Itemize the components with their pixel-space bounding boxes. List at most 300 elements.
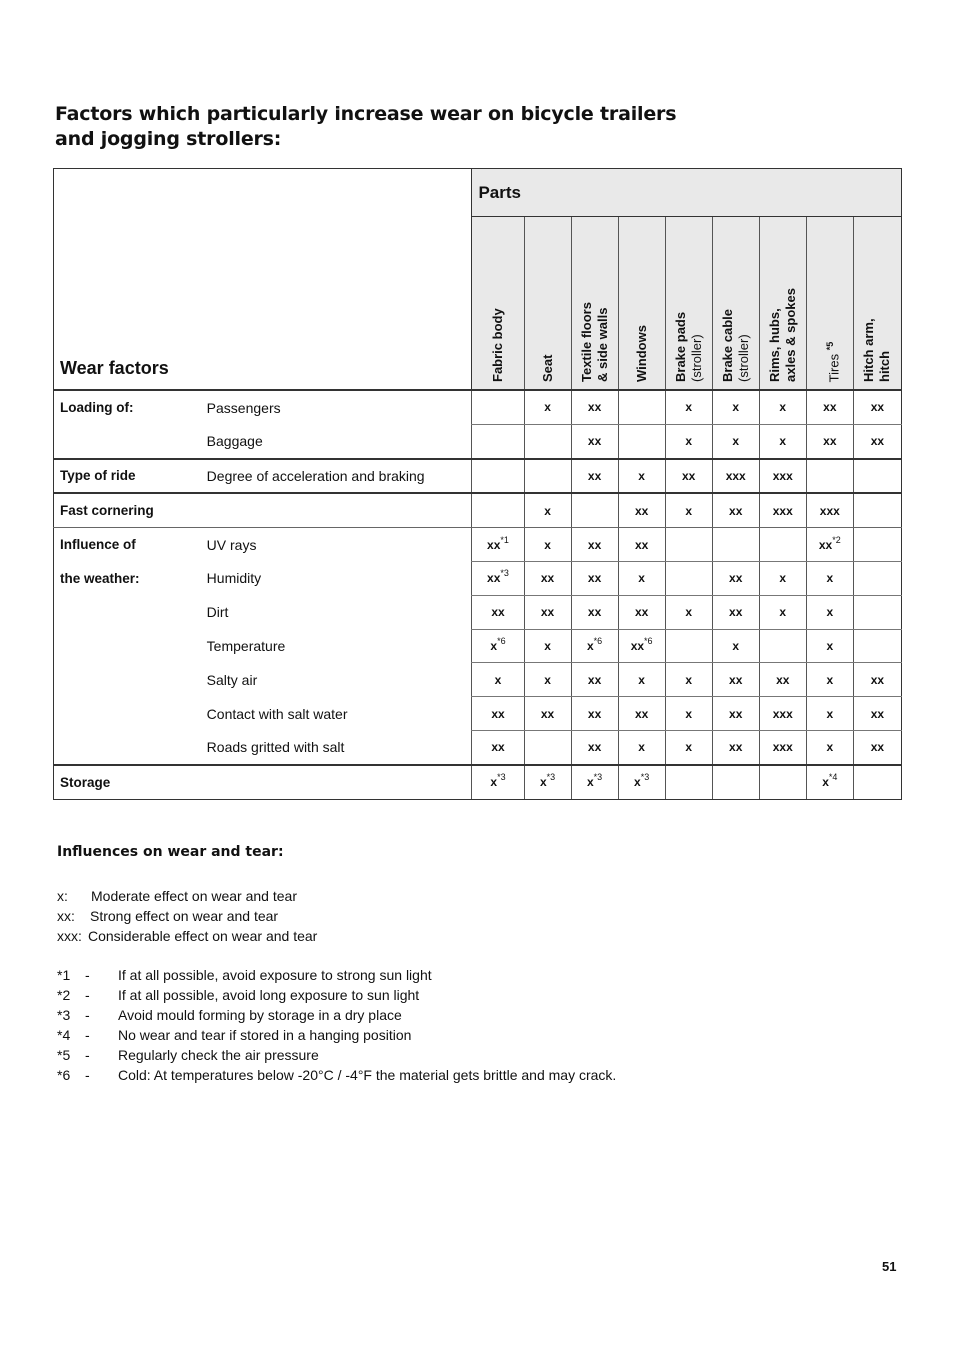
footnotes <box>57 965 616 1085</box>
legend-text: Strong effect on wear and tear <box>90 908 279 924</box>
footnote-key: *4 <box>57 1027 71 1043</box>
table-cell <box>759 765 806 799</box>
cell-value: x <box>638 672 645 687</box>
legend-item <box>57 926 317 946</box>
table-cell <box>618 629 665 663</box>
cell-value: x <box>544 503 551 518</box>
cell-value: x <box>779 605 787 620</box>
footnote-key: *6 <box>57 1067 71 1083</box>
cell-value: xx <box>540 706 555 721</box>
table-row <box>54 629 902 663</box>
cell-value: xx <box>587 672 602 687</box>
cell-value: x <box>826 740 834 755</box>
cell-footnote-ref: *6 <box>593 635 603 646</box>
table-cell <box>618 561 665 595</box>
cell-value: xx <box>729 503 743 518</box>
legend-text: Moderate effect on wear and tear <box>91 888 297 904</box>
table-cell <box>524 459 571 494</box>
cell-footnote-ref: *3 <box>500 568 509 579</box>
column-name-line-2: & side walls <box>594 307 610 382</box>
cell-value: x <box>490 775 498 790</box>
table-cell <box>618 528 665 562</box>
footnote <box>57 965 616 985</box>
cell-value: x <box>544 400 551 415</box>
table-row <box>54 390 902 424</box>
row-factor-label: Dirt <box>206 604 229 621</box>
table-cell <box>665 663 712 697</box>
row-group-label: Loading of: <box>54 390 207 424</box>
cell-footnote-ref: *3 <box>640 772 650 783</box>
table-cell <box>571 629 618 663</box>
cell-value: x <box>779 400 787 415</box>
cell-footnote-ref: *6 <box>497 635 506 646</box>
row-group-label <box>54 424 207 458</box>
cell-value: x <box>826 571 834 586</box>
table-cell <box>524 595 571 629</box>
table-cell <box>853 595 901 629</box>
cell-footnote-ref: *2 <box>832 534 841 545</box>
table-cell <box>472 765 524 799</box>
footnote-dash: - <box>85 987 90 1003</box>
table-cell <box>571 697 618 731</box>
cell-value: xx <box>587 537 602 552</box>
cell-value: xx <box>870 672 885 687</box>
table-cell <box>853 493 901 527</box>
table-cell <box>618 663 665 697</box>
table-cell <box>806 424 853 458</box>
cell-value: xxx <box>772 468 793 483</box>
cell-value: x <box>779 434 787 449</box>
table-cell <box>618 390 665 424</box>
table-cell <box>712 459 759 494</box>
table-cell <box>571 765 618 799</box>
table-cell <box>712 528 759 562</box>
cell-footnote-ref: *3 <box>593 772 603 783</box>
table-cell <box>712 424 759 458</box>
table-cell <box>853 561 901 595</box>
table-row <box>54 528 902 562</box>
table-cell <box>759 459 806 494</box>
cell-value: x <box>732 434 740 449</box>
wear-factors-table <box>53 168 902 800</box>
cell-value: xxx <box>772 503 793 518</box>
column-subtitle: (stroller) <box>688 334 704 382</box>
column-header <box>665 217 712 391</box>
column-name: Tires <box>826 353 842 382</box>
footnote-key: *5 <box>57 1047 71 1063</box>
column-header <box>472 217 524 391</box>
footnote-text: No wear and tear if stored in a hanging position <box>118 1027 412 1043</box>
row-factor-label <box>207 765 472 799</box>
cell-value: xx <box>634 537 649 552</box>
cell-value: x <box>732 638 740 653</box>
row-factor-label: Baggage <box>207 424 472 458</box>
page-number: 51 <box>882 1259 897 1274</box>
footnote-key: *2 <box>57 987 71 1003</box>
table-row <box>54 424 902 458</box>
row-group-label <box>54 663 207 697</box>
cell-value: x <box>685 740 693 755</box>
table-cell <box>712 697 759 731</box>
table-cell <box>853 528 901 562</box>
column-header <box>759 217 806 391</box>
title-line-1: Factors which particularly increase wear on bicycle trailers <box>55 103 677 125</box>
table-cell <box>618 765 665 799</box>
table-cell <box>618 424 665 458</box>
table-cell <box>618 595 665 629</box>
table-cell <box>806 730 853 764</box>
table-cell <box>618 697 665 731</box>
cell-value: x <box>822 775 829 790</box>
table-cell <box>712 595 759 629</box>
cell-footnote-ref: *3 <box>497 772 506 783</box>
table-cell <box>853 390 901 424</box>
cell-value: xx <box>729 740 743 755</box>
cell-value: xx <box>818 537 833 552</box>
table-cell <box>712 493 759 527</box>
column-footnote-ref: *5 <box>824 341 835 350</box>
cell-value: xxx <box>772 740 793 755</box>
cell-value: xx <box>587 740 602 755</box>
table-cell <box>618 493 665 527</box>
table-cell <box>712 730 759 764</box>
cell-value: xx <box>587 706 602 721</box>
footnote <box>57 1065 616 1085</box>
column-header <box>806 217 853 391</box>
row-factor-label: Salty air <box>206 671 258 688</box>
cell-value: xx <box>870 434 885 449</box>
table-cell <box>712 765 759 799</box>
cell-value: xx <box>587 605 602 620</box>
table-row <box>54 493 902 527</box>
table-cell <box>665 561 712 595</box>
row-factor-label <box>207 493 472 527</box>
row-factor-label: Contact with salt water <box>206 705 348 722</box>
table-cell <box>759 390 806 424</box>
row-factor-label: Degree of acceleration and braking <box>207 459 472 494</box>
row-group-label <box>54 697 207 731</box>
column-header <box>618 217 665 391</box>
cell-value: xx <box>630 638 645 653</box>
cell-value: x <box>638 468 645 483</box>
table-cell <box>472 424 524 458</box>
cell-value: xx <box>587 434 602 449</box>
cell-value: x <box>490 638 498 653</box>
table-cell <box>665 424 712 458</box>
cell-value: xx <box>729 706 743 721</box>
cell-value: xx <box>491 740 505 755</box>
table-cell <box>524 424 571 458</box>
cell-value: xx <box>540 571 555 586</box>
table-cell <box>712 561 759 595</box>
cell-value: xx <box>729 605 743 620</box>
table-cell <box>665 629 712 663</box>
footnote-dash: - <box>85 1067 90 1083</box>
cell-value: x <box>685 503 693 518</box>
table-cell <box>806 697 853 731</box>
table-cell <box>665 595 712 629</box>
cell-value: xx <box>634 605 649 620</box>
cell-footnote-ref: *1 <box>500 534 509 545</box>
cell-value: xx <box>491 605 505 620</box>
footnote-dash: - <box>85 967 90 983</box>
cell-value: xxx <box>725 468 746 483</box>
table-cell <box>853 459 901 494</box>
column-header <box>571 217 618 391</box>
table-cell <box>472 459 524 494</box>
row-factor-label: Humidity <box>206 570 262 587</box>
cell-value: xx <box>729 571 743 586</box>
cell-value: x <box>494 672 502 687</box>
table-cell <box>853 424 901 458</box>
footnote-text: Cold: At temperatures below -20°C / -4°F the material gets brittle and may crack. <box>118 1067 617 1083</box>
table-cell <box>759 629 806 663</box>
cell-value: xxx <box>772 706 793 721</box>
cell-value: xx <box>776 672 790 687</box>
cell-value: xx <box>729 672 743 687</box>
row-group-label: Fast cornering <box>54 493 207 527</box>
table-cell <box>524 493 571 527</box>
footnote <box>57 1025 616 1045</box>
table-cell <box>571 595 618 629</box>
footnote-dash: - <box>85 1047 90 1063</box>
table-cell <box>853 765 901 799</box>
column-name: Windows <box>633 325 649 382</box>
legend-text: Considerable effect on wear and tear <box>88 928 318 944</box>
table-cell <box>571 730 618 764</box>
cell-value: x <box>779 571 787 586</box>
cell-value: xx <box>870 400 885 415</box>
row-group-label: the weather: <box>54 561 207 595</box>
page-title <box>55 102 676 152</box>
table-cell <box>853 697 901 731</box>
cell-value: x <box>539 775 547 790</box>
table-cell <box>806 629 853 663</box>
table-cell <box>618 459 665 494</box>
cell-footnote-ref: *6 <box>644 635 653 646</box>
table-cell <box>759 528 806 562</box>
table-cell <box>853 663 901 697</box>
table-cell <box>524 528 571 562</box>
column-name-line-2: hitch <box>877 350 893 382</box>
footnote-dash: - <box>85 1027 90 1043</box>
legend-key: x: <box>57 888 68 904</box>
table-cell <box>571 528 618 562</box>
wear-factors-header: Wear factors <box>54 169 472 391</box>
table-cell <box>472 528 524 562</box>
table-cell <box>806 561 853 595</box>
table-row <box>54 663 902 697</box>
table-cell <box>571 424 618 458</box>
column-name: Rims, hubs, <box>766 308 782 382</box>
cell-value: x <box>826 605 834 620</box>
cell-value: xxx <box>819 503 840 518</box>
table-cell <box>618 730 665 764</box>
cell-value: xx <box>587 400 602 415</box>
table-cell <box>472 595 524 629</box>
row-factor-label: UV rays <box>206 536 257 553</box>
table-cell <box>853 629 901 663</box>
legend-item <box>57 886 317 906</box>
cell-footnote-ref: *4 <box>828 772 838 783</box>
legend-item <box>57 906 317 926</box>
table-cell <box>472 697 524 731</box>
cell-value: xx <box>823 400 837 415</box>
table-cell <box>712 629 759 663</box>
cell-value: xx <box>682 468 696 483</box>
column-name: Textile floors <box>578 302 594 382</box>
table-cell <box>759 697 806 731</box>
table-cell <box>759 424 806 458</box>
cell-value: x <box>544 672 551 687</box>
cell-value: xx <box>587 468 602 483</box>
table-cell <box>524 561 571 595</box>
table-cell <box>806 528 853 562</box>
table-cell <box>571 493 618 527</box>
cell-value: xx <box>587 571 602 586</box>
table-row <box>54 730 902 764</box>
parts-header: Parts <box>472 169 902 217</box>
table-cell <box>472 493 524 527</box>
table-cell <box>806 595 853 629</box>
column-name: Brake pads <box>672 311 688 382</box>
row-group-label: Influence of <box>54 528 207 562</box>
cell-value: x <box>826 706 834 721</box>
row-group-label: Type of ride <box>54 459 207 494</box>
cell-value: xx <box>634 503 649 518</box>
column-name: Fabric body <box>489 308 505 382</box>
row-factor-label: Roads gritted with salt <box>207 730 472 764</box>
column-name: Seat <box>539 354 555 382</box>
cell-value: x <box>544 537 551 552</box>
table-cell <box>806 765 853 799</box>
footnote <box>57 1005 616 1025</box>
footnote-text: Avoid mould forming by storage in a dry place <box>118 1007 402 1023</box>
table-cell <box>665 765 712 799</box>
cell-value: x <box>685 672 693 687</box>
table-cell <box>665 459 712 494</box>
row-group-label <box>54 595 207 629</box>
footnote-dash: - <box>85 1007 90 1023</box>
table-cell <box>665 730 712 764</box>
footnote-text: If at all possible, avoid long exposure to sun light <box>118 987 420 1003</box>
footnote <box>57 985 616 1005</box>
row-group-label <box>54 629 207 663</box>
table-cell <box>759 595 806 629</box>
table-cell <box>665 390 712 424</box>
table-body <box>54 390 902 799</box>
table-cell <box>524 697 571 731</box>
cell-value: x <box>685 605 693 620</box>
table-cell <box>472 561 524 595</box>
cell-value: x <box>685 706 693 721</box>
table-cell <box>571 561 618 595</box>
column-name: Brake cable <box>719 309 735 382</box>
table-row <box>54 561 902 595</box>
table-cell <box>524 730 571 764</box>
table-cell <box>759 493 806 527</box>
cell-value: x <box>685 434 693 449</box>
table-cell <box>806 390 853 424</box>
table-cell <box>571 663 618 697</box>
column-header <box>853 217 901 391</box>
column-header <box>712 217 759 391</box>
column-subtitle: (stroller) <box>735 334 751 382</box>
table-cell <box>472 390 524 424</box>
table-cell <box>665 697 712 731</box>
footnote-key: *1 <box>57 967 71 983</box>
table-cell <box>712 390 759 424</box>
table-cell <box>472 663 524 697</box>
cell-value: x <box>638 571 645 586</box>
table-cell <box>759 730 806 764</box>
column-header <box>524 217 571 391</box>
table-cell <box>665 493 712 527</box>
table-row <box>54 697 902 731</box>
cell-footnote-ref: *3 <box>546 772 556 783</box>
table-cell <box>472 629 524 663</box>
cell-value: xx <box>540 605 555 620</box>
cell-value: x <box>826 638 834 653</box>
table-cell <box>571 459 618 494</box>
row-factor-label: Passengers <box>206 399 281 416</box>
table-cell <box>806 493 853 527</box>
cell-value: xx <box>487 571 501 586</box>
table-cell <box>712 663 759 697</box>
cell-value: xx <box>823 434 837 449</box>
row-group-label: Storage <box>54 765 207 799</box>
cell-value: x <box>634 775 641 790</box>
cell-value: x <box>638 740 645 755</box>
footnote <box>57 1045 616 1065</box>
cell-value: xx <box>487 537 501 552</box>
table-row <box>54 459 902 494</box>
legend-key: xxx: <box>57 928 82 944</box>
table-cell <box>571 390 618 424</box>
cell-value: xx <box>491 706 505 721</box>
table-cell <box>759 663 806 697</box>
table-row <box>54 765 902 799</box>
table-cell <box>524 390 571 424</box>
cell-value: x <box>826 672 834 687</box>
legend-key: xx: <box>57 908 75 924</box>
row-factor-label: Temperature <box>206 637 286 654</box>
cell-value: x <box>586 638 594 653</box>
cell-value: x <box>732 400 740 415</box>
table-cell <box>524 765 571 799</box>
table-cell <box>806 663 853 697</box>
cell-value: xx <box>870 740 885 755</box>
table-cell <box>524 629 571 663</box>
table-cell <box>665 528 712 562</box>
cell-value: xx <box>870 706 885 721</box>
table-cell <box>759 561 806 595</box>
cell-value: x <box>685 400 693 415</box>
row-group-label <box>54 730 207 764</box>
legend-title: Influences on wear and tear: <box>57 844 284 860</box>
table-cell <box>524 663 571 697</box>
table-cell <box>806 459 853 494</box>
table-cell <box>853 730 901 764</box>
footnote-text: Regularly check the air pressure <box>118 1047 319 1063</box>
title-line-2: and jogging strollers: <box>55 128 282 150</box>
table-row <box>54 595 902 629</box>
cell-value: x <box>544 638 551 653</box>
column-name: Hitch arm, <box>861 318 877 382</box>
footnote-text: If at all possible, avoid exposure to strong sun light <box>118 967 432 983</box>
cell-value: xx <box>634 706 649 721</box>
cell-value: x <box>586 775 594 790</box>
